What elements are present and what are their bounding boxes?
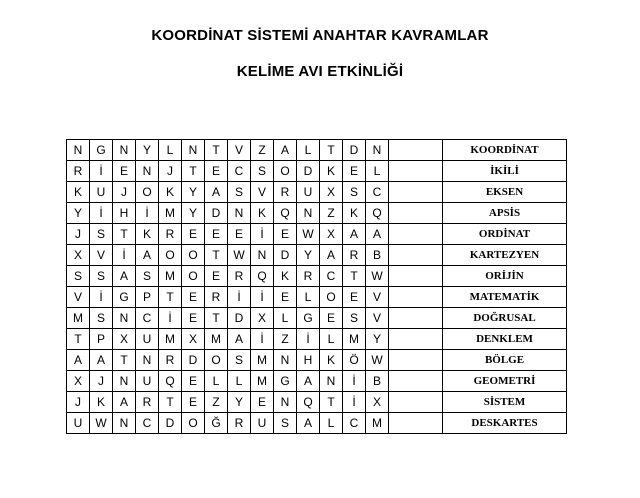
grid-row [67,161,567,182]
grid-letter-cell: A [297,371,320,392]
grid-letter-cell: L [228,371,251,392]
grid-letter-cell: V [228,140,251,161]
grid-letter-cell: N [320,371,343,392]
grid-letter-cell: L [320,329,343,350]
grid-letter-cell: H [297,350,320,371]
grid-letter-cell: N [136,350,159,371]
grid-letter-cell: İ [251,329,274,350]
grid-letter-cell: G [113,287,136,308]
grid-letter-cell: R [343,245,366,266]
grid-letter-cell: W [366,266,389,287]
grid-letter-cell: R [228,266,251,287]
word-list-item: ORDİNAT [443,224,567,245]
grid-letter-cell: L [320,413,343,434]
grid-letter-cell: N [182,140,205,161]
grid-letter-cell: Q [366,203,389,224]
grid-letter-cell: M [251,371,274,392]
grid-letter-cell: S [343,308,366,329]
grid-row [67,350,567,371]
spacer-cell [389,392,443,413]
grid-letter-cell: O [159,245,182,266]
grid-letter-cell: Y [182,203,205,224]
grid-row [67,392,567,413]
grid-letter-cell: C [136,413,159,434]
grid-letter-cell: V [90,245,113,266]
grid-letter-cell: L [297,140,320,161]
grid-letter-cell: İ [90,161,113,182]
spacer-cell [389,161,443,182]
grid-letter-cell: A [113,266,136,287]
grid-letter-cell: T [159,392,182,413]
grid-letter-cell: E [182,224,205,245]
word-list-item: KOORDİNAT [443,140,567,161]
grid-letter-cell: O [136,182,159,203]
grid-letter-cell: A [205,182,228,203]
grid-letter-cell: Q [159,371,182,392]
word-list-item: DESKARTES [443,413,567,434]
grid-row [67,329,567,350]
grid-letter-cell: P [90,329,113,350]
grid-letter-cell: T [205,245,228,266]
grid-letter-cell: C [228,161,251,182]
grid-letter-cell: A [228,329,251,350]
grid-letter-cell: S [251,161,274,182]
grid-letter-cell: N [251,245,274,266]
grid-letter-cell: N [274,350,297,371]
grid-letter-cell: C [320,266,343,287]
grid-row [67,140,567,161]
spacer-cell [389,413,443,434]
grid-letter-cell: W [366,350,389,371]
grid-row [67,287,567,308]
grid-letter-cell: U [67,413,90,434]
grid-letter-cell: S [343,182,366,203]
grid-letter-cell: A [343,224,366,245]
grid-letter-cell: T [67,329,90,350]
grid-letter-cell: V [251,182,274,203]
grid-letter-cell: Ğ [205,413,228,434]
grid-letter-cell: N [113,308,136,329]
grid-letter-cell: R [297,266,320,287]
grid-letter-cell: N [366,140,389,161]
grid-row [67,413,567,434]
grid-letter-cell: Y [366,329,389,350]
grid-letter-cell: Z [274,329,297,350]
grid-letter-cell: U [251,413,274,434]
grid-letter-cell: İ [90,203,113,224]
grid-letter-cell: X [320,224,343,245]
word-list-item: İKİLİ [443,161,567,182]
grid-letter-cell: G [274,371,297,392]
grid-letter-cell: İ [297,329,320,350]
grid-letter-cell: X [67,245,90,266]
grid-letter-cell: Z [205,392,228,413]
word-list-item: MATEMATİK [443,287,567,308]
grid-letter-cell: T [205,140,228,161]
grid-letter-cell: T [113,350,136,371]
grid-letter-cell: D [182,350,205,371]
spacer-cell [389,224,443,245]
grid-letter-cell: J [67,392,90,413]
grid-letter-cell: J [159,161,182,182]
grid-letter-cell: E [343,161,366,182]
grid-letter-cell: W [297,224,320,245]
grid-letter-cell: S [228,182,251,203]
grid-letter-cell: U [90,182,113,203]
word-list-item: SİSTEM [443,392,567,413]
grid-letter-cell: A [320,245,343,266]
grid-letter-cell: İ [90,287,113,308]
grid-letter-cell: E [228,224,251,245]
grid-letter-cell: L [366,161,389,182]
grid-letter-cell: T [182,161,205,182]
grid-letter-cell: K [159,182,182,203]
grid-letter-cell: İ [343,371,366,392]
grid-letter-cell: O [182,413,205,434]
grid-letter-cell: M [159,266,182,287]
spacer-cell [389,203,443,224]
grid-letter-cell: K [136,224,159,245]
grid-letter-cell: N [67,140,90,161]
grid-letter-cell: A [113,392,136,413]
grid-letter-cell: M [343,329,366,350]
grid-letter-cell: N [274,392,297,413]
grid-row [67,224,567,245]
grid-letter-cell: R [67,161,90,182]
grid-letter-cell: İ [113,245,136,266]
grid-letter-cell: S [67,266,90,287]
grid-letter-cell: E [182,392,205,413]
grid-letter-cell: X [320,182,343,203]
grid-letter-cell: G [297,308,320,329]
grid-letter-cell: J [67,224,90,245]
grid-letter-cell: D [343,140,366,161]
grid-letter-cell: K [90,392,113,413]
grid-letter-cell: Y [228,392,251,413]
word-list-item: DOĞRUSAL [443,308,567,329]
grid-letter-cell: K [320,350,343,371]
grid-letter-cell: J [90,371,113,392]
grid-letter-cell: T [159,287,182,308]
grid-row [67,182,567,203]
grid-letter-cell: İ [136,203,159,224]
grid-letter-cell: Q [251,266,274,287]
grid-row [67,308,567,329]
grid-letter-cell: A [136,245,159,266]
grid-letter-cell: G [90,140,113,161]
grid-letter-cell: N [113,371,136,392]
grid-letter-cell: T [320,140,343,161]
spacer-cell [389,329,443,350]
grid-letter-cell: E [274,224,297,245]
grid-letter-cell: A [297,413,320,434]
grid-letter-cell: X [182,329,205,350]
grid-letter-cell: T [205,308,228,329]
grid-letter-cell: S [274,413,297,434]
grid-letter-cell: H [113,203,136,224]
grid-letter-cell: O [320,287,343,308]
grid-letter-cell: C [343,413,366,434]
grid-letter-cell: Q [297,392,320,413]
grid-letter-cell: Z [320,203,343,224]
grid-letter-cell: B [366,371,389,392]
grid-letter-cell: N [113,413,136,434]
grid-letter-cell: Y [297,245,320,266]
grid-letter-cell: Y [136,140,159,161]
grid-letter-cell: E [251,392,274,413]
grid-letter-cell: T [343,266,366,287]
grid-letter-cell: X [366,392,389,413]
grid-letter-cell: E [274,287,297,308]
grid-letter-cell: A [67,350,90,371]
grid-letter-cell: C [366,182,389,203]
grid-letter-cell: M [159,203,182,224]
grid-letter-cell: U [136,329,159,350]
grid-letter-cell: O [182,245,205,266]
spacer-cell [389,287,443,308]
grid-letter-cell: S [90,224,113,245]
grid-letter-cell: R [159,224,182,245]
grid-letter-cell: X [113,329,136,350]
grid-row [67,266,567,287]
grid-letter-cell: İ [343,392,366,413]
grid-letter-cell: O [274,161,297,182]
grid-letter-cell: Y [182,182,205,203]
spacer-cell [389,371,443,392]
grid-letter-cell: K [274,266,297,287]
grid-letter-cell: K [320,161,343,182]
grid-letter-cell: E [113,161,136,182]
spacer-cell [389,140,443,161]
grid-letter-cell: L [297,287,320,308]
grid-letter-cell: A [274,140,297,161]
grid-letter-cell: R [228,413,251,434]
grid-letter-cell: E [182,371,205,392]
grid-letter-cell: S [136,266,159,287]
grid-letter-cell: T [320,392,343,413]
grid-letter-cell: X [67,371,90,392]
page-title: KOORDİNAT SİSTEMİ ANAHTAR KAVRAMLAR [151,27,489,44]
grid-letter-cell: Z [251,140,274,161]
word-list-item: DENKLEM [443,329,567,350]
grid-letter-cell: O [182,266,205,287]
grid-letter-cell: E [320,308,343,329]
grid-letter-cell: İ [228,287,251,308]
grid-letter-cell: L [205,371,228,392]
grid-letter-cell: S [90,266,113,287]
grid-letter-cell: İ [251,287,274,308]
grid-letter-cell: T [113,224,136,245]
grid-letter-cell: D [274,245,297,266]
grid-letter-cell: S [90,308,113,329]
spacer-cell [389,308,443,329]
word-list-item: APSİS [443,203,567,224]
grid-letter-cell: D [228,308,251,329]
grid-letter-cell: V [366,287,389,308]
word-list-item: EKSEN [443,182,567,203]
grid-letter-cell: E [205,161,228,182]
spacer-cell [389,245,443,266]
grid-letter-cell: U [136,371,159,392]
grid-letter-cell: C [136,308,159,329]
grid-letter-cell: N [113,140,136,161]
grid-letter-cell: A [366,224,389,245]
spacer-cell [389,182,443,203]
grid-letter-cell: M [366,413,389,434]
grid-letter-cell: M [251,350,274,371]
grid-letter-cell: N [228,203,251,224]
grid-letter-cell: P [136,287,159,308]
grid-letter-cell: D [297,161,320,182]
grid-letter-cell: K [251,203,274,224]
grid-letter-cell: M [159,329,182,350]
grid-letter-cell: X [251,308,274,329]
grid-row [67,203,567,224]
spacer-cell [389,350,443,371]
grid-letter-cell: R [274,182,297,203]
grid-letter-cell: E [182,308,205,329]
grid-letter-cell: A [90,350,113,371]
grid-row [67,371,567,392]
grid-letter-cell: V [67,287,90,308]
grid-letter-cell: M [205,329,228,350]
grid-letter-cell: Q [274,203,297,224]
grid-letter-cell: L [159,140,182,161]
grid-letter-cell: Y [67,203,90,224]
grid-letter-cell: E [343,287,366,308]
word-search-table [66,139,567,434]
grid-letter-cell: K [67,182,90,203]
grid-letter-cell: R [205,287,228,308]
grid-letter-cell: R [159,350,182,371]
grid-letter-cell: J [113,182,136,203]
grid-letter-cell: R [136,392,159,413]
grid-letter-cell: U [297,182,320,203]
word-list-item: GEOMETRİ [443,371,567,392]
grid-letter-cell: V [366,308,389,329]
word-list-item: KARTEZYEN [443,245,567,266]
word-list-item: ORİJİN [443,266,567,287]
grid-letter-cell: O [205,350,228,371]
spacer-cell [389,266,443,287]
grid-letter-cell: B [366,245,389,266]
grid-letter-cell: Ö [343,350,366,371]
page-subtitle: KELİME AVI ETKİNLİĞİ [236,63,404,80]
grid-letter-cell: W [90,413,113,434]
grid-letter-cell: S [228,350,251,371]
grid-letter-cell: W [228,245,251,266]
grid-letter-cell: K [343,203,366,224]
word-list-item: BÖLGE [443,350,567,371]
grid-letter-cell: M [67,308,90,329]
grid-letter-cell: D [205,203,228,224]
grid-letter-cell: N [136,161,159,182]
grid-row [67,245,567,266]
grid-letter-cell: D [159,413,182,434]
grid-letter-cell: E [182,287,205,308]
grid-letter-cell: İ [159,308,182,329]
grid-letter-cell: E [205,224,228,245]
grid-letter-cell: E [205,266,228,287]
grid-letter-cell: N [297,203,320,224]
grid-letter-cell: İ [251,224,274,245]
grid-letter-cell: L [274,308,297,329]
